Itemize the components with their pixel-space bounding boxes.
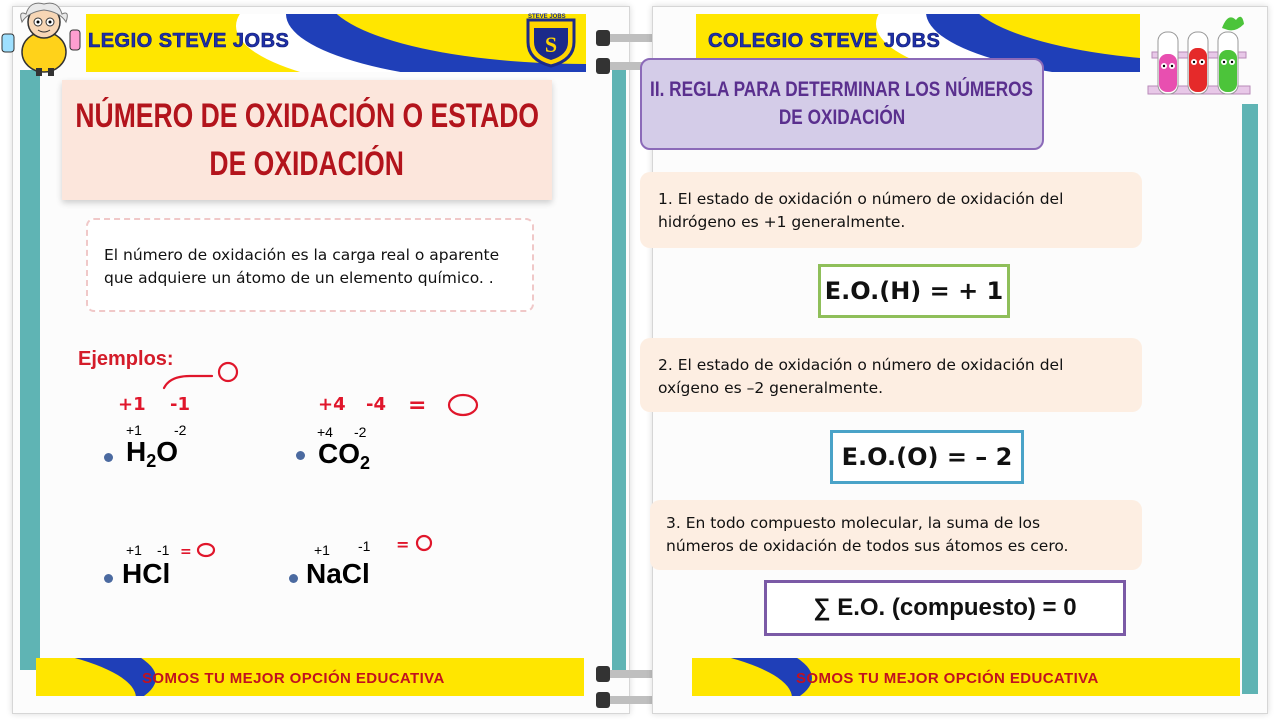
hand-h2o-ox2: -1 — [170, 394, 190, 415]
rule-3-box — [650, 500, 1142, 570]
ox-number-hcl-2: -1 — [157, 542, 170, 558]
hand-co2-ox1: +4 — [318, 394, 346, 415]
left-banner-text: LEGIO STEVE JOBS — [88, 30, 290, 52]
bullet-dot-icon — [104, 574, 113, 583]
hand-co2-ox2: -4 — [366, 394, 386, 415]
ox-number-hcl-1: +1 — [126, 542, 142, 558]
definition-box — [86, 218, 534, 312]
right-teal-edge — [1242, 104, 1258, 694]
formula-hcl: HCl — [122, 558, 171, 589]
left-teal-edge-right — [612, 70, 626, 670]
rule-1-line1: 1. El estado de oxidación o número de oxidación del — [658, 190, 1064, 208]
rule-2-equation: E.O.(O) = – 2 — [830, 430, 1024, 484]
right-banner-text: COLEGIO STEVE JOBS — [708, 30, 941, 52]
definition-line1: El número de oxidación es la carga real o aparente — [104, 246, 500, 264]
examples-label: Ejemplos: — [78, 348, 174, 370]
title-box — [62, 80, 552, 200]
formula-h2o-tail: O — [156, 436, 179, 467]
hand-nacl-equals: = — [396, 535, 410, 554]
left-footer-text: SOMOS TU MEJOR OPCIÓN EDUCATIVA — [142, 670, 445, 687]
rule-2-line2: oxígeno es –2 generalmente. — [658, 379, 884, 397]
right-footer-text: SOMOS TU MEJOR OPCIÓN EDUCATIVA — [796, 670, 1099, 687]
rules-heading-box — [640, 58, 1044, 150]
hand-hcl-equals: = — [180, 544, 192, 560]
page-title-line1: NÚMERO DE OXIDACIÓN O ESTADO — [75, 97, 539, 135]
formula-h2o-main: H — [126, 436, 147, 467]
rules-heading-line2: DE OXIDACIÓN — [778, 106, 906, 129]
rule-3-line2: números de oxidación de todos sus átomos es cero. — [666, 537, 1069, 555]
definition-line2: que adquiere un átomo de un elemento químico. . — [104, 269, 494, 287]
left-teal-edge — [20, 70, 40, 670]
formula-h2o — [126, 436, 178, 472]
formula-h2o-sub: 2 — [146, 451, 157, 471]
test-tubes-mascot-icon — [1146, 10, 1252, 106]
formula-nacl: NaCl — [306, 558, 370, 589]
rules-heading-line1: II. REGLA PARA DETERMINAR LOS NÚMEROS — [650, 78, 1034, 101]
hand-co2-equals: = — [408, 393, 427, 418]
ox-number-nacl-2: -1 — [358, 538, 371, 554]
ox-number-h2o-1: +1 — [126, 422, 142, 438]
rule-2-box — [640, 338, 1142, 412]
formula-co2-sub: 2 — [360, 453, 371, 473]
rule-1-equation: E.O.(H) = + 1 — [818, 264, 1010, 318]
school-shield-logo-icon — [524, 16, 578, 68]
ox-number-co2-2: -2 — [354, 424, 367, 440]
ox-number-co2-1: +4 — [317, 424, 333, 440]
rule-1-line2: hidrógeno es +1 generalmente. — [658, 213, 906, 231]
bullet-dot-icon — [104, 453, 113, 462]
rule-1-box — [640, 172, 1142, 248]
bullet-dot-icon — [296, 451, 305, 460]
formula-co2-main: CO — [318, 438, 360, 469]
rule-3-equation: ∑ E.O. (compuesto) = 0 — [764, 580, 1126, 636]
bullet-dot-icon — [289, 574, 298, 583]
hand-h2o-ox1: +1 — [118, 394, 146, 415]
rule-3-line1: 3. En todo compuesto molecular, la suma de los — [666, 514, 1041, 532]
ox-number-nacl-1: +1 — [314, 542, 330, 558]
logo-letter: S — [544, 32, 558, 57]
formula-co2 — [318, 438, 370, 474]
ox-number-h2o-2: -2 — [174, 422, 187, 438]
page-title-line2: DE OXIDACIÓN — [209, 145, 405, 183]
scientist-mascot-icon — [0, 0, 84, 76]
logo-caption: STEVE JOBS — [528, 14, 566, 20]
rule-2-line1: 2. El estado de oxidación o número de oxidación del — [658, 356, 1064, 374]
